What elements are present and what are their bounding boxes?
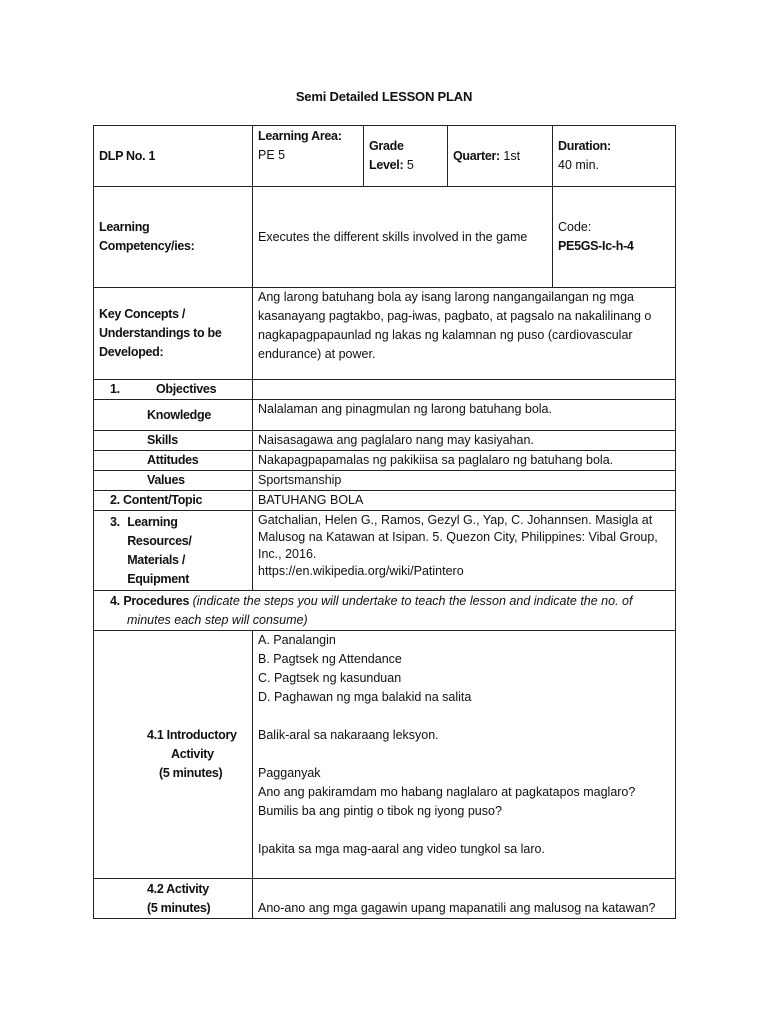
skills-row bbox=[94, 431, 676, 451]
learning-area-label: Learning Area: bbox=[258, 129, 342, 143]
level-value: 5 bbox=[406, 158, 414, 172]
level-label: Level: bbox=[369, 158, 404, 172]
learning-area-cell bbox=[253, 126, 364, 187]
dlp-label: DLP No. 1 bbox=[99, 148, 156, 163]
objectives-label: Objectives bbox=[156, 382, 217, 396]
values-row bbox=[94, 471, 676, 491]
key-concepts-label-line3: Developed: bbox=[99, 345, 164, 359]
competency-label-line1: Learning bbox=[99, 220, 150, 234]
intro-step: C. Pagtsek ng kasunduan bbox=[258, 671, 402, 685]
key-concepts-row bbox=[94, 288, 676, 380]
knowledge-label: Knowledge bbox=[94, 400, 253, 431]
activity-label-line1: 4.2 Activity bbox=[147, 881, 209, 896]
skills-label: Skills bbox=[94, 431, 253, 451]
procedures-note-line2: minutes each step will consume) bbox=[127, 612, 308, 627]
procedures-label: Procedures bbox=[123, 593, 190, 608]
competency-text-cell bbox=[253, 187, 553, 288]
procedures-number: 4. bbox=[110, 593, 120, 608]
objectives-empty-cell bbox=[253, 380, 676, 400]
key-concepts-text: Ang larong batuhang bola ay isang larong nangangailangan ng mga kasanayang pagtakbo, pag-iwas, pagbato, at pagsalo na nakalilinang o nagkapagpapaunlad ng lakas ng kalamnan ng puso (cardiovascular endurance) at power. bbox=[258, 290, 652, 361]
content-label-cell bbox=[94, 491, 253, 511]
intro-label-line3: (5 minutes) bbox=[159, 766, 223, 780]
objectives-row bbox=[94, 380, 676, 400]
procedures-row bbox=[94, 591, 676, 631]
procedures-note: (indicate the steps you will undertake to teach the lesson and indicate the no. of bbox=[192, 593, 633, 608]
dlp-cell bbox=[94, 126, 253, 187]
key-concepts-label-line2: Understandings to be bbox=[99, 326, 222, 340]
grade-label: Grade bbox=[369, 139, 404, 153]
key-concepts-label-line1: Key Concepts / bbox=[99, 307, 186, 321]
activity-row bbox=[94, 879, 676, 919]
resources-label-line1: Learning bbox=[127, 515, 178, 529]
values-label: Values bbox=[94, 471, 253, 491]
page-title: Semi Detailed LESSON PLAN bbox=[295, 89, 473, 104]
intro-review: Balik-aral sa nakaraang leksyon. bbox=[258, 728, 439, 742]
attitudes-label: Attitudes bbox=[94, 451, 253, 471]
procedures-cell bbox=[94, 591, 676, 631]
quarter-label: Quarter: bbox=[453, 148, 500, 163]
competency-label-line2: Competency/ies: bbox=[99, 239, 195, 253]
lesson-plan-table bbox=[93, 125, 676, 919]
intro-content-cell bbox=[253, 631, 676, 879]
resources-label-cell bbox=[94, 511, 253, 591]
intro-video: Ipakita sa mga mag-aaral ang video tungkol sa laro. bbox=[258, 842, 545, 856]
quarter-value: 1st bbox=[503, 148, 521, 163]
competency-text: Executes the different skills involved in the game bbox=[258, 229, 528, 244]
code-value: PE5GS-Ic-h-4 bbox=[558, 239, 634, 253]
content-row bbox=[94, 491, 676, 511]
objectives-label-cell bbox=[94, 380, 253, 400]
quarter-cell bbox=[448, 126, 553, 187]
intro-label-line2: Activity bbox=[171, 747, 214, 761]
intro-label-cell bbox=[94, 631, 253, 879]
objectives-number: 1. bbox=[110, 382, 120, 396]
knowledge-text: Nalalaman ang pinagmulan ng larong batuhang bola. bbox=[253, 400, 676, 431]
learning-area-value: PE 5 bbox=[258, 148, 286, 162]
resources-label-line2: Resources/ bbox=[127, 534, 192, 548]
content-number: 2. bbox=[110, 493, 120, 507]
duration-label: Duration: bbox=[558, 139, 611, 153]
intro-question: Ano ang pakiramdam mo habang naglalaro at pagkatapos maglaro? bbox=[258, 785, 636, 799]
content-text: BATUHANG BOLA bbox=[253, 491, 676, 511]
code-cell bbox=[553, 187, 676, 288]
intro-motivation-label: Pagganyak bbox=[258, 766, 321, 780]
content-label: Content/Topic bbox=[123, 493, 203, 507]
duration-cell bbox=[553, 126, 676, 187]
competency-label-cell bbox=[94, 187, 253, 288]
attitudes-row bbox=[94, 451, 676, 471]
intro-row bbox=[94, 631, 676, 879]
duration-value: 40 min. bbox=[558, 158, 599, 172]
intro-step: A. Panalangin bbox=[258, 633, 336, 647]
intro-question: Bumilis ba ang pintig o tibok ng iyong puso? bbox=[258, 804, 502, 818]
key-concepts-label-cell bbox=[94, 288, 253, 380]
header-row bbox=[94, 126, 676, 187]
activity-text: Ano-ano ang mga gagawin upang mapanatili ang malusog na katawan? bbox=[253, 879, 676, 919]
key-concepts-text-cell bbox=[253, 288, 676, 380]
resources-number: 3. bbox=[110, 515, 120, 529]
resources-text-cell bbox=[253, 511, 676, 591]
activity-label-line2: (5 minutes) bbox=[147, 900, 211, 915]
resources-url: https://en.wikipedia.org/wiki/Patintero bbox=[258, 564, 464, 578]
intro-label-line1: 4.1 Introductory bbox=[147, 728, 237, 742]
grade-cell bbox=[364, 126, 448, 187]
resources-row bbox=[94, 511, 676, 591]
resources-text: Gatchalian, Helen G., Ramos, Gezyl G., Yap, C. Johannsen. Masigla at Malusog na Katawan at Isipan. 5. Quezon City, Philippines: Vibal Group, Inc., 2016. bbox=[258, 513, 658, 561]
skills-text: Naisasagawa ang paglalaro nang may kasiyahan. bbox=[253, 431, 676, 451]
attitudes-text: Nakapagpapamalas ng pakikiisa sa paglalaro ng batuhang bola. bbox=[253, 451, 676, 471]
code-label: Code: bbox=[558, 220, 592, 234]
resources-label-line4: Equipment bbox=[127, 572, 190, 586]
knowledge-row bbox=[94, 400, 676, 431]
intro-step: B. Pagtsek ng Attendance bbox=[258, 652, 402, 666]
competency-row bbox=[94, 187, 676, 288]
activity-label-cell bbox=[94, 879, 253, 919]
resources-label-line3: Materials / bbox=[127, 553, 186, 567]
values-text: Sportsmanship bbox=[253, 471, 676, 491]
intro-step: D. Paghawan ng mga balakid na salita bbox=[258, 690, 472, 704]
